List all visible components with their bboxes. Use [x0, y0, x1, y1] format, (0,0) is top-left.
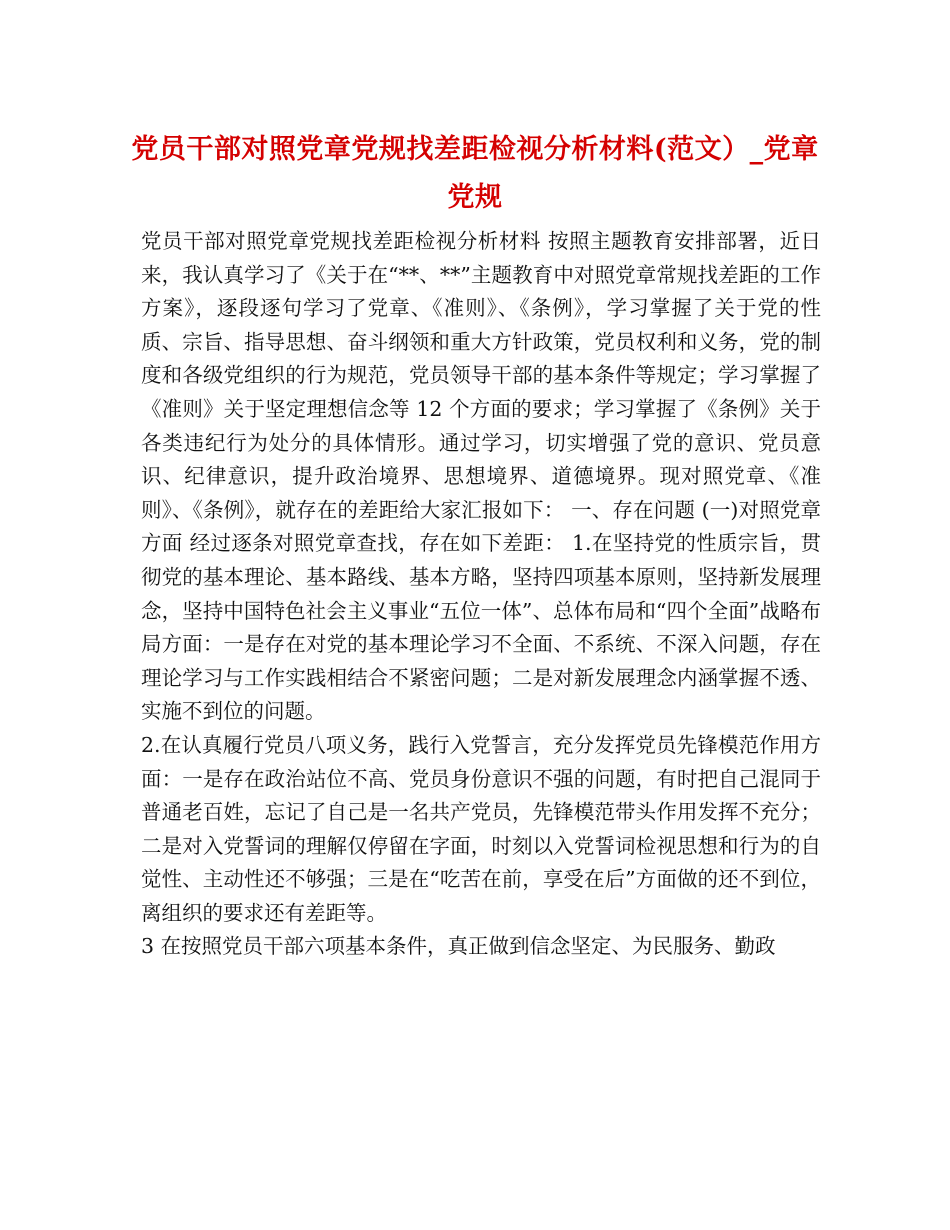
paragraph-1: 党员干部对照党章党规找差距检视分析材料 按照主题教育安排部署，近日来，我认真学习了《关于在“**、**”主题教育中对照党章常规找差距的工作方案》，逐段逐句学习了党章、《准则》、《条例》，学习掌握了关于党的性质、宗旨、指导思想、奋斗纲领和重大方针政策，党员权利和义务，党的制度和各级党组织的行为规范，党员领导干部的基本条件等规定；学习掌握了《准则》关于坚定理想信念等 12 个方面的要求；学习掌握了《条例》关于各类违纪行为处分的具体情形。通过学习，切实增强了党的意识、党员意识、纪律意识，提升政治境界、思想境界、道德境界。现对照党章、《准则》、《条例》，就存在的差距给大家汇报如下： 一、存在问题 (一)对照党章方面 经过逐条对照党章查找，存在如下差距： 1.在坚持党的性质宗旨，贯彻党的基本理论、基本路线、基本方略，坚持四项基本原则，坚持新发展理念，坚持中国特色社会主义事业“五位一体”、总体布局和“四个全面”战略布局方面：一是存在对党的基本理论学习不全面、不系统、不深入问题，存在理论学习与工作实践相结合不紧密问题；二是对新发展理念内涵掌握不透、实施不到位的问题。	[141, 229, 821, 724]
document-title: 党员干部对照党章党规找差距检视分析材料(范文）_党章党规	[131, 134, 819, 213]
paragraph-2: 2.在认真履行党员八项义务，践行入党誓言，充分发挥党员先锋模范作用方面：一是存在政治站位不高、党员身份意识不强的问题，有时把自己混同于普通老百姓，忘记了自己是一名共产党员，先锋模范带头作用发挥不充分；二是对入党誓词的理解仅停留在字面，时刻以入党誓词检视思想和行为的自觉性、主动性还不够强；三是在“吃苦在前，享受在后”方面做的还不到位，离组织的要求还有差距等。	[141, 732, 821, 925]
paragraph-3: 3 在按照党员干部六项基本条件，真正做到信念坚定、为民服务、勤政	[141, 934, 776, 959]
document-body	[141, 225, 821, 964]
